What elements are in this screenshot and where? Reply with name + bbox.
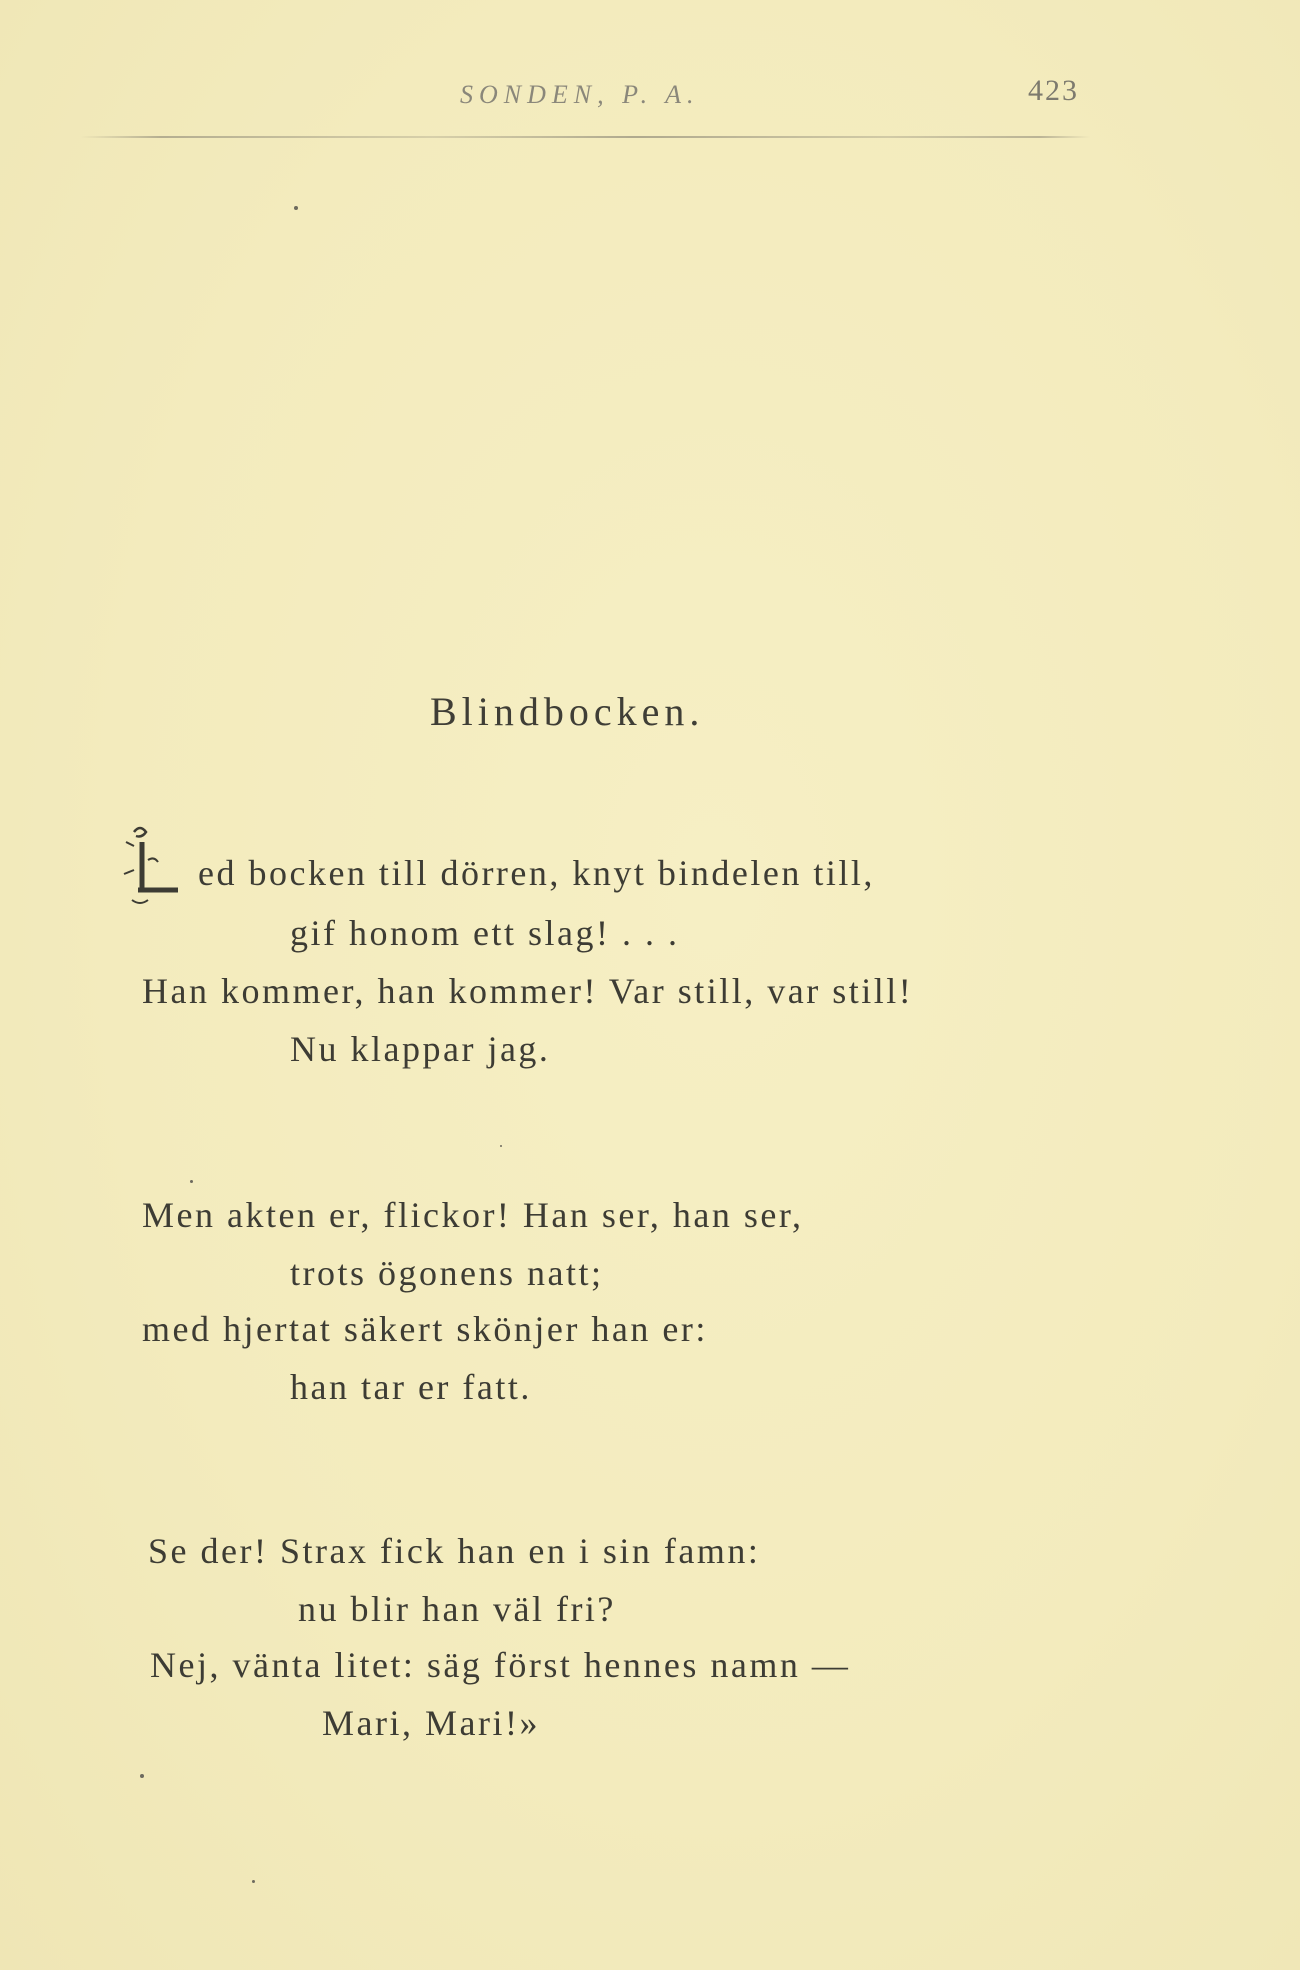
poem-line: Men akten er, flickor! Han ser, han ser, — [142, 1195, 804, 1235]
print-speck — [500, 1145, 502, 1147]
running-head: SONDEN, P. A. — [460, 80, 700, 109]
poem-title: Blindbocken. — [430, 689, 705, 734]
poem-line: trots ögonens natt; — [290, 1253, 604, 1293]
poem-line: med hjertat säkert skönjer han er: — [142, 1309, 708, 1349]
page-number: 423 — [1028, 74, 1079, 107]
poem-line: nu blir han väl fri? — [298, 1589, 616, 1629]
decorative-dropcap-icon — [112, 820, 212, 920]
poem-line: Mari, Mari!» — [322, 1703, 540, 1743]
print-speck — [140, 1774, 144, 1778]
print-speck — [294, 206, 298, 210]
header-rule — [80, 136, 1090, 138]
poem-line: Han kommer, han kommer! Var still, var still! — [142, 971, 914, 1011]
poem-line: ed bocken till dörren, knyt bindelen till, — [198, 853, 875, 893]
poem-line: Nej, vänta litet: säg först hennes namn — — [150, 1645, 851, 1685]
poem-line: Se der! Strax fick han en i sin famn: — [148, 1531, 761, 1571]
poem-line: Nu klappar jag. — [290, 1029, 551, 1069]
print-speck — [252, 1880, 255, 1883]
print-speck — [190, 1180, 193, 1183]
poem-line: gif honom ett slag! . . . — [290, 913, 680, 953]
poem-line: han tar er fatt. — [290, 1367, 532, 1407]
